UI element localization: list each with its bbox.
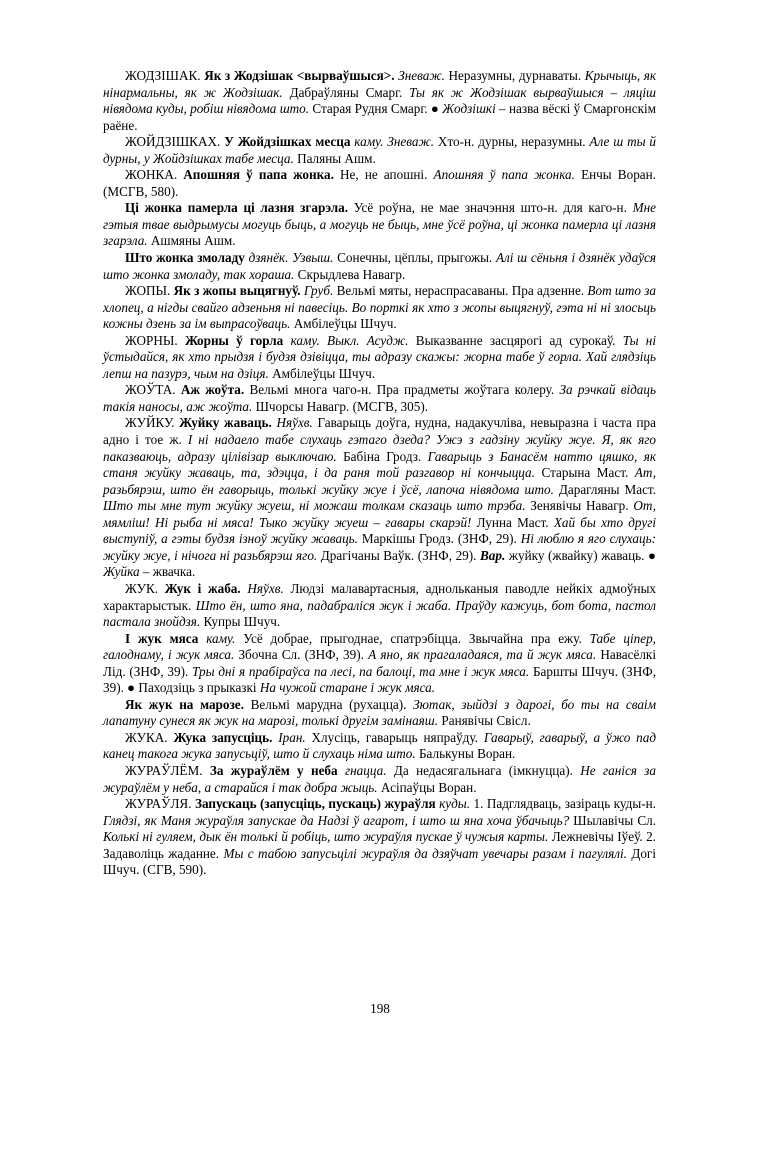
page-number: 198 bbox=[370, 1001, 390, 1016]
dictionary-entry bbox=[103, 167, 656, 200]
entry-text-plain: Людзі малавартасныя, аднольканыя паводле нейкіх адмоўных характарыстык. bbox=[103, 580, 657, 613]
entry-text-italic: Зютак, зыйдзі з дарогі, бо ты на сваім лапатуну сунеся як жук на марозі, толькі другім замінаяш. bbox=[103, 696, 657, 729]
entry-text-bold: І жук мяса bbox=[125, 630, 199, 646]
entry-text-italic: А яно, як прагаладаяся, та й жук мяса. bbox=[368, 647, 597, 663]
entry-text-italic: Мы с табою запусьцілі жураўля да дзяўчат увечары разам і пагулялі. bbox=[223, 845, 627, 861]
entry-text-plain: Баршты Шчуч. (ЗНФ, 39). ● Паходзіць з прыказкі bbox=[103, 663, 656, 696]
entry-text-italic: Ні люблю я яго слухаць: жуйку жуе, і нічога ні разьбярэш яго. bbox=[103, 531, 656, 563]
entry-text-plain: Купры Шчуч. bbox=[200, 614, 281, 630]
entry-text-bold: Аж жоўта. bbox=[180, 382, 245, 398]
entry-text-italic: Табе ціпер, галоднаму, і жук мяса. bbox=[103, 630, 656, 663]
entry-text-plain: Драгічаны Ваўк. (ЗНФ, 29). bbox=[317, 547, 481, 563]
entry-text-plain: ЖОЙДЗІШКАХ. bbox=[125, 134, 225, 150]
entry-text-italic: Апошняя ў папа жонка. bbox=[433, 167, 575, 183]
entry-text-plain: Старая Рудня Смарг. ● bbox=[309, 101, 443, 117]
entry-text-plain: Старына Маст. bbox=[534, 465, 635, 481]
entry-text-italic: Груб. bbox=[303, 283, 334, 299]
entry-text-italic: Але ш ты й дурны, у Жойдзішках табе месца. bbox=[103, 134, 656, 166]
entry-text-italic: Гаварыў, гаварыў, а ўжо пад канец такога жука запусьціў, што й слухаць німа што. bbox=[103, 729, 657, 762]
entry-text-plain: ЖОПЫ. bbox=[125, 283, 174, 299]
entry-text-italic: Ты ні ўстыдайся, як хто прыдзя і будзя дзівіцца, ты адразу скажы: жорна табе ў горла. Хай глядзіць лепш на пазурэ, чым на дзіця. bbox=[103, 332, 657, 381]
entry-text-plain: Асіпаўцы Воран. bbox=[377, 779, 477, 795]
entry-text-plain: Шылавічы Сл. bbox=[569, 812, 656, 828]
entry-text-plain: Амбілеўцы Шчуч. bbox=[290, 316, 397, 332]
entry-text-plain: Да недасягальнага (імкнуцца). bbox=[386, 762, 581, 778]
entry-text-bold: Жука запусціць. bbox=[173, 729, 273, 745]
entry-text-italic: Ат, разьбярэш, што ён гаворыць, толькі жуйку жуе і ўсё, лапоча нівядома што. bbox=[103, 465, 656, 497]
entry-text-italic: Тры дні я прабіраўса па лесі, па балоці, та мне і жук мяса. bbox=[192, 663, 530, 679]
entry-text-plain: Выказванне засцярогі ад сурокаў. bbox=[408, 332, 623, 348]
entry-text-plain: Паляны Ашм. bbox=[293, 150, 376, 166]
entry-text-italic: Хай бы хто другі выступіў, а гэты будзя ізноў жуйку жаваць. bbox=[103, 514, 657, 547]
entry-text-plain: Вельмі марудна (рухацца). bbox=[243, 696, 414, 712]
entry-text-plain: Хлусіць, гаварыць няпраўду. bbox=[305, 729, 484, 745]
entry-text-plain: Усё добрае, прыгоднае, спатрэбіцца. Звычайна пра ежу. bbox=[235, 630, 590, 646]
entry-text-italic: За рэчкай відаць такія наносы, аж жоўта. bbox=[103, 382, 656, 414]
dictionary-entry bbox=[103, 763, 656, 796]
entry-text-plain: Дарагляны Маст. bbox=[553, 481, 656, 497]
dictionary-entry bbox=[103, 382, 656, 415]
entry-text-plain: Балькуны Воран. bbox=[415, 746, 516, 762]
dictionary-entry bbox=[103, 333, 656, 383]
entry-text-italic: Глядзі, як Маня жураўля запускае да Надзі ў агарот, і што ш яна хоча ўбачыць? bbox=[103, 812, 570, 828]
entry-text-bold: За жураўлём у неба bbox=[209, 762, 338, 778]
entry-text-plain: Збочна Сл. (ЗНФ, 39). bbox=[234, 647, 369, 663]
entry-text-bold: Як жук на марозе. bbox=[125, 696, 244, 712]
entry-text-plain: – назва вёскі ў Смаргонскім раёне. bbox=[103, 101, 657, 133]
entry-text-plain: Ранявічы Свісл. bbox=[438, 713, 531, 729]
entry-text-italic: Алі ш сёньня і дзянёк удаўся што жонка змоладу, так хораша. bbox=[103, 250, 657, 282]
entry-text-plain: Маркішы Гродз. (ЗНФ, 29). bbox=[357, 531, 521, 547]
entry-text-plain: Догі Шчуч. (СГВ, 590). bbox=[103, 845, 656, 878]
entry-text-plain: ЖУК. bbox=[125, 580, 165, 596]
entry-text-plain: Шчорсы Навагр. (МСГВ, 305). bbox=[252, 398, 429, 414]
entry-text-plain bbox=[338, 763, 345, 778]
entry-text-italic: Што ён, што яна, падабраліся жук і жаба. Праўду кажуць, бот бота, пастол пастала знойдзя. bbox=[103, 597, 656, 630]
entry-text-plain: Вельмі многа чаго-н. Пра прадметы жоўтага колеру. bbox=[244, 382, 560, 398]
entry-text-plain: 1. Падглядваць, зазіраць куды-н. bbox=[470, 796, 656, 812]
entry-text-plain: ЖУКА. bbox=[125, 729, 174, 745]
entry-text-italic: Вот што за хлопец, а нігды свайго адзеньня ні павесіць. Во порткі як хто з жопы выцягнуў, гэта ні ні злосьць кожны дзень за ім выпрасоўваць. bbox=[103, 283, 657, 332]
entry-text-plain: Лунна Маст. bbox=[471, 514, 554, 530]
entry-text-plain: Вельмі мяты, нераспрасаваны. Пра адзенне. bbox=[333, 283, 588, 299]
entry-text-plain: ЖУЙКУ. bbox=[125, 415, 180, 431]
entry-text-plain bbox=[198, 631, 206, 646]
entry-text-bold: Жук і жаба. bbox=[164, 580, 241, 596]
entry-text-plain: Навасёлкі Лід. (ЗНФ, 39). bbox=[103, 647, 656, 679]
entry-text-plain: Ашмяны Ашм. bbox=[147, 233, 236, 249]
dictionary-entry bbox=[103, 415, 656, 580]
entry-text-italic: дзянёк. Узвыш. bbox=[248, 250, 334, 266]
entry-text-plain: Усё роўна, не мае значэння што-н. для каго-н. bbox=[348, 200, 633, 216]
dictionary-entry bbox=[103, 200, 656, 250]
entry-text-bold: Як з жопы выцягнуў. bbox=[173, 283, 301, 299]
entry-text-italic: Зневаж. bbox=[398, 68, 445, 83]
entry-text-plain: Бабіна Гродз. bbox=[336, 448, 428, 464]
entry-text-bold: Што жонка змоладу bbox=[125, 250, 245, 266]
dictionary-entry bbox=[103, 796, 656, 879]
entry-text-plain: ЖОЎТА. bbox=[125, 382, 181, 398]
entry-text-plain: Гаварыць доўга, нудна, надакучліва, невыразна і часта пра адно і тое ж. bbox=[103, 415, 656, 448]
dictionary-entry bbox=[103, 581, 656, 631]
entry-text-italic: каму. Зневаж. bbox=[354, 134, 435, 150]
entry-text-italic: Ты як ж Жодзішак вырваўшыся – ляціш нівядома куды, робіш нівядома што. bbox=[103, 84, 656, 117]
entry-text-plain: Скрыдлева Навагр. bbox=[294, 266, 406, 282]
entry-text-bold: У Жойдзішках месца bbox=[224, 134, 351, 150]
dictionary-entry bbox=[103, 68, 656, 134]
entry-text-plain: ЖУРАЎЛЁМ. bbox=[125, 762, 210, 778]
entry-text-plain: Не, не апошні. bbox=[333, 167, 434, 183]
entry-text-bold: Як з Жодзішак <вырваўшыся>. bbox=[204, 68, 395, 83]
entry-text-plain: ЖОРНЫ. bbox=[125, 332, 185, 348]
entry-text-bold: Ці жонка памерла ці лазня згарэла. bbox=[125, 200, 349, 216]
entry-text-italic: Што ты мне тут жуйку жуеш, ні можаш толкам сказаць што трэба. bbox=[103, 498, 526, 514]
entry-text-italic: Жодзішкі bbox=[442, 101, 496, 117]
entry-text-italic: каму. Выкл. Асудж. bbox=[290, 332, 409, 348]
entry-text-italic: Мне гэтыя твае выдрымусы могуць быць, а могуць не быць, мне ўсё роўна, ці жонка памерла ці лазня згарэла. bbox=[103, 200, 656, 249]
entry-text-italic: Жуйка bbox=[103, 564, 140, 580]
entry-text-italic: Крычыць, як нінармальны, як ж Жодзішак. bbox=[103, 68, 657, 100]
entry-text-plain: Енчы Воран. (МСГВ, 580). bbox=[103, 167, 656, 199]
entry-text-plain: Амбілеўцы Шчуч. bbox=[268, 365, 376, 381]
entry-text-plain: Хто-н. дурны, неразумны. bbox=[434, 134, 590, 150]
entry-text-italic: куды. bbox=[439, 796, 471, 812]
entry-text-italic: Няўхв. bbox=[247, 580, 284, 596]
entry-text-bold-italic: Вар. bbox=[480, 547, 506, 563]
entry-text-bold: Апошняя ў папа жонка. bbox=[183, 167, 334, 183]
entry-text-italic: гнацца. bbox=[344, 762, 387, 778]
entry-text-plain: Неразумны, дурнаваты. bbox=[444, 68, 585, 83]
text-column bbox=[103, 68, 656, 879]
entry-text-plain: ЖУРАЎЛЯ. bbox=[125, 796, 195, 812]
dictionary-entry bbox=[103, 134, 656, 167]
entry-text-italic: На чужой старане і жук мяса. bbox=[259, 680, 436, 696]
dictionary-entry bbox=[103, 250, 656, 283]
entry-text-italic: От, мямліш! Ні рыба ні мяса! Тыко жуйку жуеш – гавары скарэй! bbox=[103, 498, 656, 530]
entry-text-italic: Гаварыць з Банасём натто цяшко, як станя жуйку жаваць, та, здэцца, і да раня той разгавор ні кончыцца. bbox=[103, 448, 657, 481]
entry-text-italic: І ні надаело табе слухаць гэтаго дзеда? Ужэ з гадзіну жуйку жуе. Я, як яго паказваюць, адразу цілівізар выключаю. bbox=[103, 432, 656, 464]
entry-text-italic: Іран. bbox=[278, 729, 306, 745]
dictionary-entry bbox=[103, 283, 656, 333]
entry-text-plain: ЖОНКА. bbox=[125, 167, 184, 183]
entry-text-plain bbox=[283, 333, 290, 348]
entry-text-plain: ЖОДЗІШАК. bbox=[125, 68, 205, 83]
entry-text-plain: Сонечны, цёплы, прыгожы. bbox=[333, 250, 496, 266]
entry-text-plain: жуйку (жвайку) жаваць. ● bbox=[505, 547, 657, 563]
entry-text-bold: Жуйку жаваць. bbox=[179, 415, 272, 431]
entry-text-bold: Жорны ў горла bbox=[184, 332, 284, 348]
entry-text-italic: Няўхв. bbox=[276, 415, 313, 431]
entry-text-plain: Дабраўляны Смарг. bbox=[282, 84, 410, 100]
dictionary-entry bbox=[103, 730, 656, 763]
entry-text-plain: Лежневічы Іўеў. 2. Задаволіць жаданне. bbox=[103, 829, 656, 861]
dictionary-entry bbox=[103, 631, 656, 697]
entry-text-plain: Зенявічы Навагр. bbox=[525, 498, 634, 514]
entry-text-italic: Колькі ні гуляем, дык ён толькі й робіць, што жураўля пускае ў чужыя карты. bbox=[103, 829, 549, 845]
entry-text-plain: – жвачка. bbox=[139, 564, 196, 580]
entry-text-italic: Не ганіся за жураўлём у неба, а старайся і так добра жыць. bbox=[103, 762, 657, 795]
dictionary-entry bbox=[103, 697, 656, 730]
entry-text-italic: каму. bbox=[206, 630, 236, 646]
entry-text-bold: Запускаць (запусціць, пускаць) жураўля bbox=[194, 796, 436, 812]
